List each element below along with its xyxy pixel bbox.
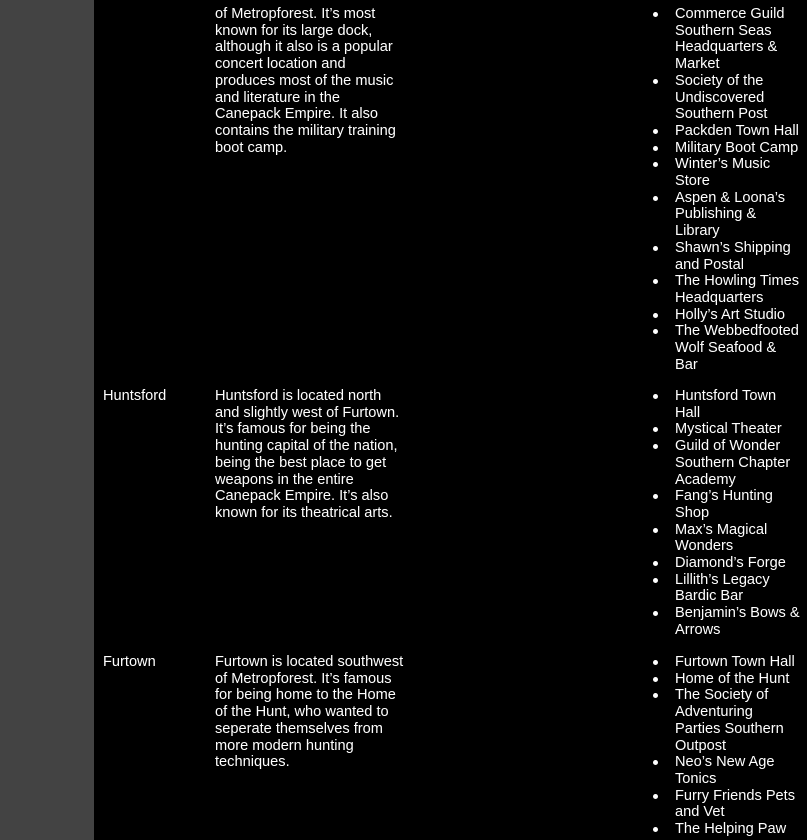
settlement-description: Huntsford is located north and slightly west of Furtown. It’s famous for being the hunting capital of the nation, being the best place to get weapons in the entire Canepack Empire. It’s also known for its theatrical arts. <box>215 388 400 521</box>
list-item: Benjamin’s Bows & Arrows <box>94 605 801 638</box>
list-item: Neo’s New Age Tonics <box>94 754 801 787</box>
list-item: Holly’s Art Studio <box>94 307 801 324</box>
list-item: Society of the Undiscovered Southern Post <box>94 73 801 123</box>
settlement-description: of Metropforest. It’s most known for its large dock, although it also is a popular concert location and produces most of the music and literature in the Canepack Empire. It also contains the military training boot camp. <box>215 6 396 156</box>
settlement-name: Furtown <box>103 654 156 670</box>
list-item: Huntsford Town Hall <box>94 388 801 421</box>
list-item: Lillith’s Legacy Bardic Bar <box>94 572 801 605</box>
list-item: Winter’s Music Store <box>94 156 801 189</box>
notable-places-list <box>94 388 801 639</box>
list-item: Diamond’s Forge <box>94 555 801 572</box>
list-item: Home of the Hunt <box>94 671 801 688</box>
list-item: Commerce Guild Southern Seas Headquarters & Market <box>94 6 801 73</box>
list-item: Furtown Town Hall <box>94 654 801 671</box>
list-item: Packden Town Hall <box>94 123 801 140</box>
list-item: Military Boot Camp <box>94 140 801 157</box>
list-item: The Webbedfooted Wolf Seafood & Bar <box>94 323 801 373</box>
notable-places-list <box>94 6 801 373</box>
list-item: Fang’s Hunting Shop <box>94 488 801 521</box>
settlements-table <box>94 0 807 840</box>
left-sidebar-margin <box>0 0 94 840</box>
list-item: Shawn’s Shipping and Postal <box>94 240 801 273</box>
list-item: Guild of Wonder Southern Chapter Academy <box>94 438 801 488</box>
list-item: The Society of Adventuring Parties Southern Outpost <box>94 687 801 754</box>
list-item: The Howling Times Headquarters <box>94 273 801 306</box>
notable-places-list <box>94 654 801 838</box>
list-item: Furry Friends Pets and Vet <box>94 788 801 821</box>
settlement-description: Furtown is located southwest of Metropforest. It’s famous for being home to the Home of the Hunt, who wanted to seperate themselves from more modern hunting techniques. <box>215 654 404 771</box>
list-item: Aspen & Loona’s Publishing & Library <box>94 190 801 240</box>
list-item: The Helping Paw <box>94 821 801 838</box>
list-item: Max’s Magical Wonders <box>94 522 801 555</box>
list-item: Mystical Theater <box>94 421 801 438</box>
settlement-name: Huntsford <box>103 388 167 404</box>
